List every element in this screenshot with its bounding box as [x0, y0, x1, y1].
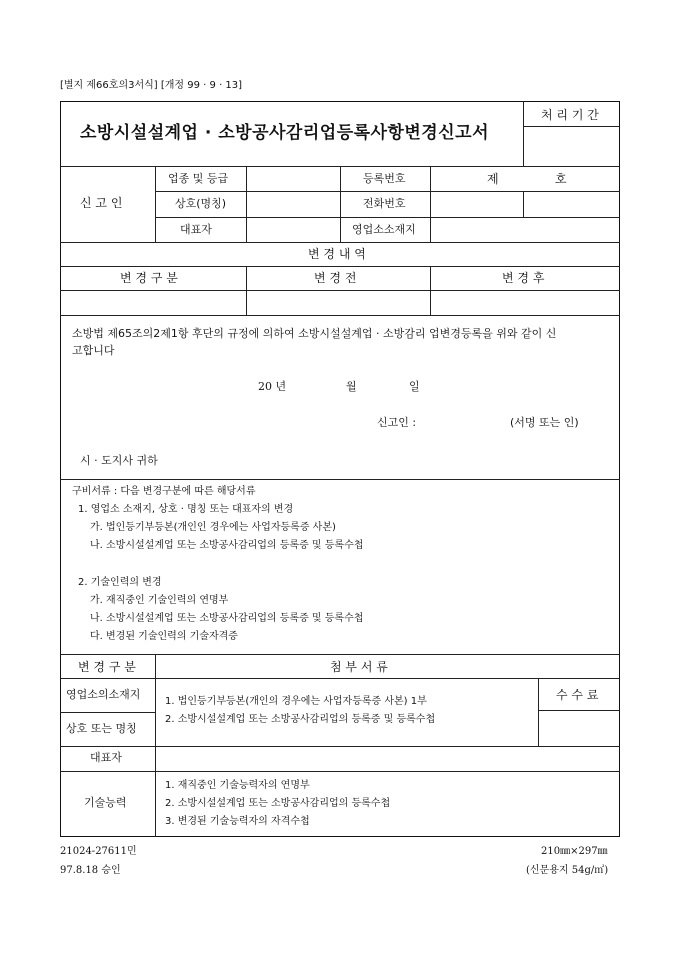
- required-docs-heading: 구비서류 : 다음 변경구분에 따른 해당서류: [72, 486, 256, 497]
- office-location-label: 영업소소재지: [352, 223, 416, 236]
- approval-note: 97.8.18 승인: [60, 865, 121, 876]
- declaration-line1: 소방법 제65조의2제1항 후단의 규정에 의하여 소방시설설계업 · 소방감리 업변경등록을 위와 같이 신: [72, 327, 557, 340]
- change-before-field[interactable]: [247, 291, 429, 314]
- form-title: 소방시설설계업 · 소방공사감리업등록사항변경신고서: [80, 123, 490, 143]
- attach-doc-g2-3: 3. 변경된 기술능력자의 자격수첩: [165, 816, 310, 827]
- row-representative: 대표자: [90, 751, 122, 764]
- required-doc-item1a: 가. 법인등기부등본(개인인 경우에는 사업자등록증 사본): [90, 522, 336, 533]
- change-after-field[interactable]: [431, 291, 619, 314]
- representative-label: 대표자: [180, 223, 212, 236]
- attach-doc-g1-2: 2. 소방시설설계업 또는 소방공사감리업의 등록증 및 등록수첩: [165, 714, 436, 725]
- paper-size: 210㎜×297㎜: [541, 846, 608, 857]
- applicant-label: 신 고 인: [80, 196, 123, 210]
- required-doc-item2: 2. 기술인력의 변경: [78, 577, 162, 588]
- declarant-label: 신고인 :: [377, 416, 417, 429]
- row-technical: 기술능력: [84, 796, 127, 809]
- reg-no-field[interactable]: [496, 167, 552, 190]
- reg-no-prefix: 제: [487, 172, 499, 186]
- reg-no-label: 등록번호: [363, 172, 406, 185]
- row-office-location: 영업소의소재지: [66, 688, 141, 701]
- attach-doc-g2-1: 1. 재직중인 기술능력자의 연명부: [165, 780, 310, 791]
- change-col-category: 변 경 구 분: [120, 271, 178, 285]
- processing-period-label: 처 리 기 간: [541, 108, 599, 122]
- form-header-note: [별지 제66호의3서식] [개정 99 · 9 · 13]: [60, 80, 243, 91]
- required-doc-item1: 1. 영업소 소재지, 상호 · 명칭 또는 대표자의 변경: [78, 504, 294, 515]
- date-year: 20 년: [258, 380, 287, 393]
- change-category-field[interactable]: [61, 291, 245, 314]
- representative-field[interactable]: [247, 218, 339, 241]
- office-location-field[interactable]: [431, 218, 619, 241]
- declaration-line2: 고합니다: [72, 344, 115, 357]
- date-month: 월: [346, 380, 357, 393]
- phone-label: 전화번호: [363, 197, 406, 210]
- fee-label: 수 수 료: [556, 688, 599, 702]
- business-type-label: 업종 및 등급: [168, 172, 229, 185]
- paper-type: (신문용지 54g/㎡): [526, 865, 609, 876]
- trade-name-field[interactable]: [247, 192, 339, 216]
- change-details-title: 변 경 내 역: [308, 247, 366, 261]
- change-col-before: 변 경 전: [314, 271, 357, 285]
- signature-label: (서명 또는 인): [510, 416, 579, 429]
- form-number: 21024-27611민: [60, 846, 137, 857]
- attach-doc-g1-1: 1. 법인등기부등본(개인의 경우에는 사업자등록증 사본) 1부: [165, 696, 427, 707]
- change-col-after: 변 경 후: [502, 271, 545, 285]
- required-doc-item2a: 가. 재직중인 기술인력의 연명부: [90, 595, 229, 606]
- attach-col-category: 변 경 구 분: [78, 660, 136, 674]
- attach-col-docs: 첨 부 서 류: [330, 660, 388, 674]
- fee-field[interactable]: [539, 711, 619, 745]
- required-doc-item1b: 나. 소방시설설계업 또는 소방공사감리업의 등록증 및 등록수첩: [90, 540, 364, 551]
- required-doc-item2c: 다. 변경된 기술인력의 기술자격증: [90, 631, 238, 642]
- processing-period-field[interactable]: [524, 127, 619, 165]
- phone-field[interactable]: [431, 192, 522, 216]
- addressee: 시 · 도지사 귀하: [80, 454, 158, 467]
- reg-no-suffix: 호: [555, 172, 567, 186]
- attach-doc-g2-2: 2. 소방시설설계업 또는 소방공사감리업의 등록수첩: [165, 798, 391, 809]
- date-day: 일: [409, 380, 420, 393]
- business-type-field[interactable]: [247, 167, 339, 190]
- row-trade-name: 상호 또는 명칭: [66, 722, 137, 735]
- required-doc-item2b: 나. 소방시설설계업 또는 소방공사감리업의 등록증 및 등록수첩: [90, 613, 364, 624]
- trade-name-label: 상호(명칭): [175, 197, 227, 210]
